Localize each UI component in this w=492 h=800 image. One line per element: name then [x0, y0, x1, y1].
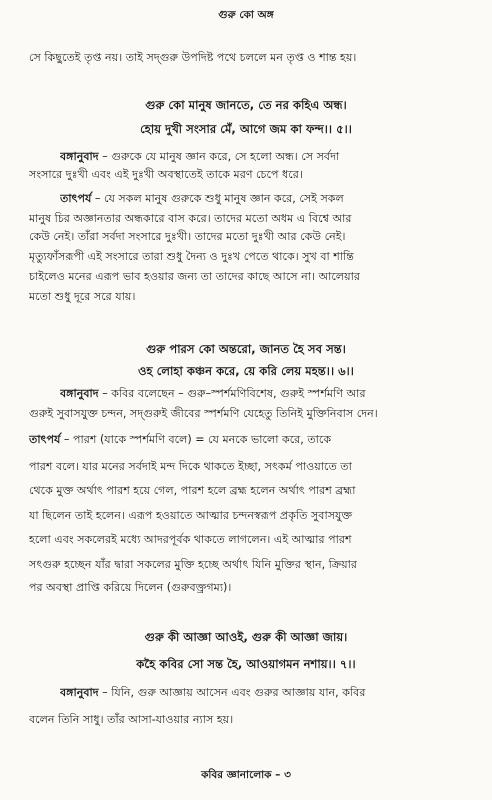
translation-text: – কবির বলেছেন – গুরু–স্পর্শমণিবিশেষ, গুরুই স্পর্শমণি আর [98, 387, 366, 400]
verse6-explanation-5: হলো এবং সকলেরই মধ্যে আদরপূর্বক থাকতে লাগলেন। এই আত্মার পারশ [29, 533, 352, 546]
verse6-explanation-3: থেকে মুক্ত অর্থাৎ পারশ হয়ে গেল, পারশ হলে ব্রহ্ম হলেন অর্থাৎ পারশ ব্রহ্মা [29, 484, 356, 497]
translation-text: – যিনি, গুরু আজ্ঞায় আসেন এবং গুরুর আজ্ঞায় যান, কবির [98, 686, 366, 699]
translation-label: বঙ্গানুবাদ [60, 387, 99, 400]
verse5-explanation-5: চাইলেও মনের এরূপ ভাব হওয়ার জন্য তা তাদের কাছে আসে না। আলেয়ার [29, 270, 360, 283]
explanation-label: তাৎপর্য [60, 192, 92, 205]
verse7-line1: গুরু কী আজ্ঞা আওই, গুরু কী আজ্ঞা জায়। [144, 630, 348, 644]
verse5-explanation-4: মৃত্যুফাঁসরূপী এই সংসারে তারা শুধু দৈন্য ও দুঃখ পেতে থাকে। সুখ বা শান্তি [29, 250, 354, 263]
verse6-line1: গুরু পারস কো অন্তরো, জানত হৈ সব সন্ত। [146, 342, 346, 356]
verse6-translation-1 [60, 386, 470, 402]
explanation-text: – পারশ (যাকে স্পর্শমণি বলে) = যে মনকে ভালো করে, তাকে [60, 433, 332, 446]
verse5-explanation-3: কেউ নেই। তাঁরা সর্বদা সংসারে দুঃখী। তাদের মতো দুঃখী আর কেউ নেই। [29, 230, 346, 243]
verse7-line2: কহৈ কবির সো সন্ত হৈ, আওয়াগমন নশায়।। ৭।। [136, 657, 356, 671]
verse6-explanation-6: সৎগুরু হচ্ছেন যাঁর দ্বারা সকলের মুক্তি হচ্ছে অর্থাৎ যিনি মুক্তির স্থান, ক্রিয়ার [29, 558, 357, 571]
verse6-translation-2: গুরুই সুবাসযুক্ত চন্দন, সদ্‌গুরুই জীবের স্পর্শমণি যেহেতু তিনিই মুক্তিনিবাস দেন। [29, 407, 378, 420]
verse5-line2: হোয় দুখী সংসার মেঁ, আগে জম কা ফন্দ।। ৫।। [140, 122, 352, 136]
verse5-explanation-6: মতো শুধু দূরে সরে যায়। [29, 290, 136, 303]
translation-label: বঙ্গানুবাদ [60, 150, 99, 163]
translation-text: – গুরুকে যে মানুষ জ্ঞান করে, সে হলো অন্ধ। সে সর্বদা [98, 150, 340, 163]
explanation-text: – যে সকল মানুষ গুরুকে শুধু মানুষ জ্ঞান করে, সেই সকল [91, 192, 344, 205]
verse5-translation-1 [60, 149, 470, 165]
translation-label: বঙ্গানুবাদ [60, 686, 99, 699]
verse5-translation-2: সংসারে দুঃখী এবং এই দুঃখী অবস্থাতেই তাকে মরণ চেপে ধরে। [29, 168, 303, 181]
verse7-translation-1 [60, 685, 470, 701]
running-header: গুরু কো অঙ্গ [218, 9, 274, 21]
explanation-label: তাৎপর্য [29, 433, 61, 446]
verse5-explanation-2: মানুষ চির অজ্ঞানতার অন্ধকারে বাস করে। তাদের মতো অধম এ বিশ্বে আর [29, 212, 352, 225]
verse5-explanation-1 [60, 191, 470, 207]
verse5-line1: গুরু কো মানুষ জানতে, তে নর কহিএ অন্ধ। [145, 98, 347, 112]
verse6-explanation-2: পারশ বলে। যার মনের সর্বদাই মন্দ দিকে থাকতে ইচ্ছা, সৎকর্ম পাওয়াতে তা [29, 460, 352, 473]
verse6-explanation-4: যা ছিলেন তাই হলেন। এরূপ হওয়াতে আত্মার চন্দনস্বরূপ প্রকৃতি সুবাসযুক্ত [29, 509, 353, 522]
intro-line: সে কিছুতেই তৃপ্ত নয়। তাই সদ্‌গুরু উপদিষ্ট পথে চললে মন তৃপ্ত ও শান্ত হয়। [29, 51, 357, 64]
verse6-line2: ওহ লোহা কঞ্চন করে, য়ে করি লেয় মহন্ত।। ৬।। [138, 364, 354, 378]
verse6-explanation-7: পর অবস্থা প্রাপ্তি করিয়ে দিলেন (গুরুবক্ত্রগম্য)। [29, 581, 232, 594]
page-footer: কবির জ্ঞানালোক – ৩ [201, 769, 291, 781]
verse7-translation-2: বলেন তিনি সাধু। তাঁর আসা-যাওয়ার ন্যাস হয়। [29, 713, 234, 726]
verse6-explanation-1 [29, 432, 469, 448]
